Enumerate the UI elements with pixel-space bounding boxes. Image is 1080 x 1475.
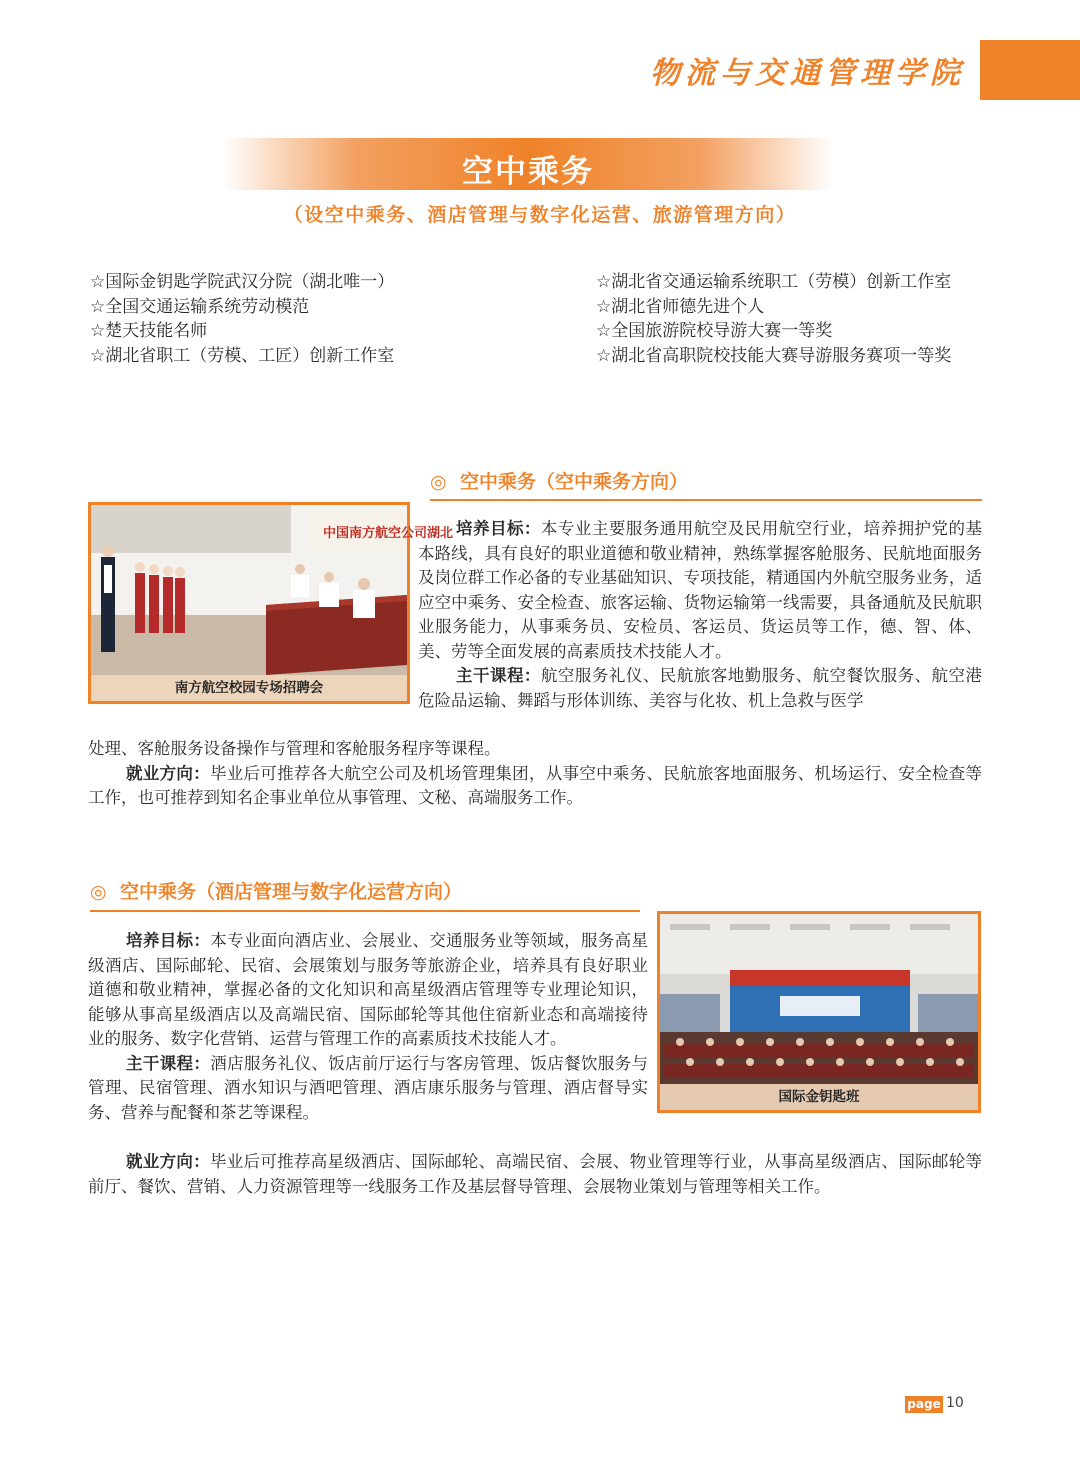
course-text-part1: 航空服务礼仪、民航旅客地勤服务、航空餐饮服务、航空港危险品运输、舞蹈与形体训练、美容与化妆、机上急救与医学 — [418, 666, 983, 710]
honor-item: ☆楚天技能名师 — [90, 321, 208, 341]
section1-title: 空中乘务（空中乘务方向） — [460, 471, 689, 493]
key-class-ceremony-image — [660, 914, 978, 1110]
section2-rule — [90, 910, 640, 912]
recruitment-fair-image — [91, 505, 454, 701]
college-title: 物流与交通管理学院 — [650, 56, 965, 91]
honor-item: ☆湖北省职工（劳模、工匠）创新工作室 — [90, 345, 395, 366]
section1-goal — [418, 517, 982, 713]
section2-goal — [88, 929, 648, 1125]
bullet-circle-icon: ◎ — [90, 881, 107, 903]
section2-heading — [90, 877, 462, 904]
goal-label: 培养目标： — [456, 519, 541, 538]
section1-rule — [430, 499, 982, 501]
honors-list-left — [90, 270, 394, 368]
page-label: page — [905, 1396, 943, 1413]
bullet-circle-icon: ◎ — [430, 471, 447, 493]
page-number: 10 — [946, 1395, 964, 1411]
major-banner — [222, 138, 834, 190]
career-text: 毕业后可推荐各大航空公司及机场管理集团，从事空中乘务、民航旅客地面服务、机场运行、安全检查等工作，也可推荐到知名企事业单位从事管理、文秘、高端服务工作。 — [88, 763, 983, 807]
honor-item: ☆全国交通运输系统劳动模范 — [90, 296, 310, 317]
course-label: 主干课程： — [126, 1053, 211, 1073]
section2-career — [88, 1150, 982, 1199]
section2-title: 空中乘务（酒店管理与数字化运营方向） — [120, 881, 463, 903]
section2-photo-caption: 国际金钥匙班 — [660, 1084, 978, 1110]
section1-photo-caption: 南方航空校园专场招聘会 — [91, 675, 407, 701]
section1-photo — [88, 502, 454, 704]
goal-label: 培养目标： — [126, 931, 211, 950]
goal-text: 本专业面向酒店业、会展业、交通服务业等领域，服务高星级酒店、国际邮轮、民宿、会展策划与服务等旅游企业，培养具有良好职业道德和敬业精神，掌握必备的文化知识和高星级酒店管理等专业理论知识，能够从事高星级酒店以及高端民宿、国际邮轮等其他住宿新业态和高端接待业的服务、数字化营销、运营与管理工作的高素质技术技能人才。 — [88, 931, 649, 1048]
career-label: 就业方向： — [126, 1152, 210, 1171]
career-label: 就业方向： — [126, 763, 210, 783]
honor-item: ☆湖北省交通运输系统职工（劳模）创新工作室 — [596, 272, 952, 292]
course-label: 主干课程： — [456, 666, 541, 685]
honors-list-right — [596, 270, 951, 368]
goal-text: 本专业主要服务通用航空及民用航空行业，培养拥护党的基本路线，具有良好的职业道德和敬业精神，熟练掌握客舱服务、民航地面服务及岗位群工作必备的专业基础知识、专项技能，精通国内外航空服务业务，适应空中乘务、安全检查、旅客运输、货物运输第一线需要，具备通航及民航职业服务能力，从事乘务员、安检员、客运员、货运员等工作，德、智、体、美、劳等全面发展的高素质技术技能人才。 — [418, 519, 983, 661]
header-accent-block — [980, 40, 1080, 100]
honor-item: ☆国际金钥匙学院武汉分院（湖北唯一） — [90, 272, 395, 292]
honor-item: ☆全国旅游院校导游大赛一等奖 — [596, 321, 833, 341]
section1-rest — [88, 737, 982, 811]
honor-item: ☆湖北省师德先进个人 — [596, 296, 765, 317]
career-text: 毕业后可推荐高星级酒店、国际邮轮、高端民宿、会展、物业管理等行业，从事高星级酒店、国际邮轮等前厅、餐饮、营销、人力资源管理等一线服务工作及基层督导管理、会展物业策划与管理等相关工作。 — [88, 1152, 983, 1196]
course-text-part2: 处理、客舱服务设备操作与管理和客舱服务程序等课程。 — [88, 739, 501, 758]
section1-heading — [430, 467, 688, 494]
honor-item: ☆湖北省高职院校技能大赛导游服务赛项一等奖 — [596, 345, 952, 366]
svg-text:中国南方航空公司湖北: 中国南方航空公司湖北 — [323, 526, 454, 541]
major-title: 空中乘务 — [462, 154, 594, 190]
section2-photo — [657, 911, 981, 1113]
course-text: 酒店服务礼仪、饭店前厅运行与客房管理、饭店餐饮服务与管理、民宿管理、酒水知识与酒吧管理、酒店康乐服务与管理、酒店督导实务、营养与配餐和茶艺等课程。 — [88, 1053, 649, 1122]
major-subtitle: （设空中乘务、酒店管理与数字化运营、旅游管理方向） — [283, 204, 797, 226]
